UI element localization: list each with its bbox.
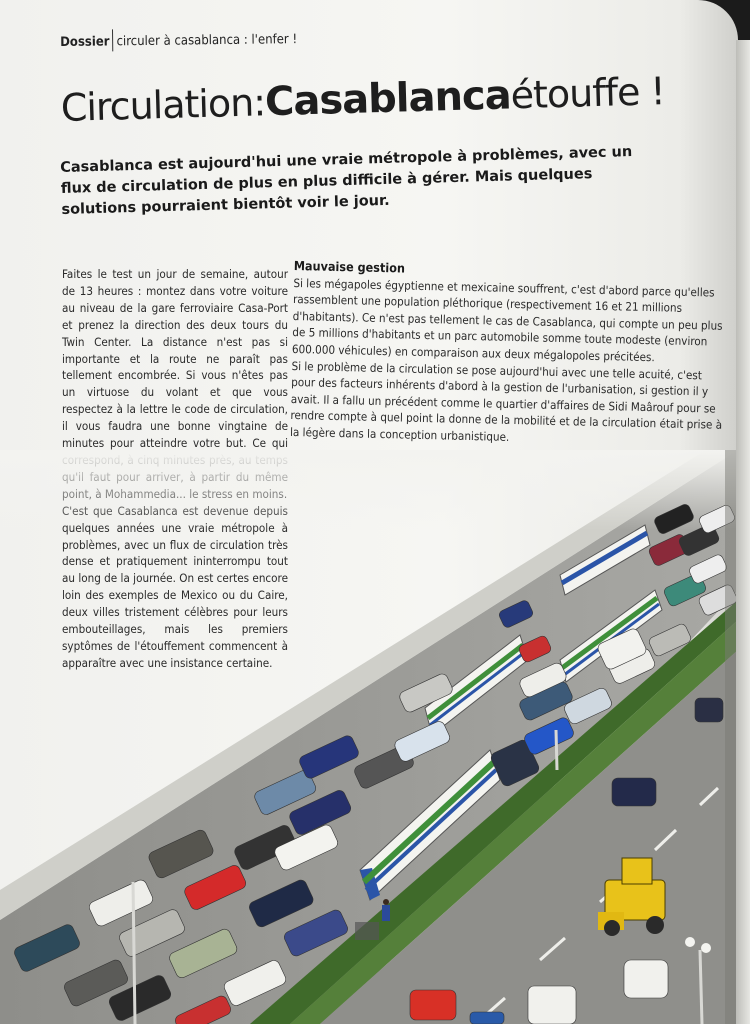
right-column [290,258,726,450]
title-part-3: étouffe ! [510,69,666,118]
title-part-2: Casablanca [264,72,512,126]
right-paragraph-1: Si les mégapoles égyptienne et mexicaine souffrent, c'est d'abord parce qu'elles rassemblent une population pléthorique (respectivement 16 et 21 millions d'habitants). Ce n'est pas tellement le cas de Casablanca, qui compte un peu plus de 5 millions d'habitants et un parc automobile somme toute modeste (environ 600.000 véhicules) en comparaison aux deux mégalopoles précitées. [291,275,723,365]
article-lead: Casablanca est aujourd'hui une vraie métropole à problèmes, avec un flux de circulation de plus en plus difficile à gérer. Mais quelques solutions pourraient bientôt voir le jour. [60,144,633,218]
section-heading: Mauvaise gestion [293,258,406,276]
section-label: Dossier [60,34,110,50]
divider [112,29,113,51]
running-head [60,27,297,52]
page-spine [736,40,750,1024]
title-part-1: Circulation: [60,80,266,130]
right-paragraph-2: Si le problème de la circulation se pose aujourd'hui avec une telle acuité, c'est pour des facteurs inhérents d'abord à la gestion de l'urbanisation, si gestion il y avait. Il a fallu un précédent comme le quartier d'affaires de Sidi Maârouf pour se rendre compte à quel point la donne de la mobilité et de la circulation était prise à la légère dans la conception urbanistique. [289,358,723,444]
left-paragraph-2: problèmes, avec un flux de circulation très dense et pratiquement ininterrompu tout au long de la journée. On est certes encore loin des exemples de Mexico ou du Caire, deux villes tristement célèbres pour leurs embouteillages, mais les premiers syptômes de l'étouffement commencent à apparaître avec une insistance certaine. [62,537,288,670]
left-paragraph-1: Faites le test un jour de semaine, autour de 13 heures : montez dans votre voiture au niveau de la gare ferroviaire Casa-Port et prenez la direction des deux tours du Twin Center. La distance n'est pas si importante et la route ne paraît pas tellement encombrée. Si vous n'êtes pas un virtuose du volant et que vous respectez à la lettre le code de circulation, il vous faudra une bonne vingtaine de minutes pour atteindre votre but. Ce qui [62,267,288,451]
traffic-photo [0,450,738,1024]
section-subtitle: circuler à casablanca : l'enfer ! [116,32,298,50]
article-title [60,60,702,146]
